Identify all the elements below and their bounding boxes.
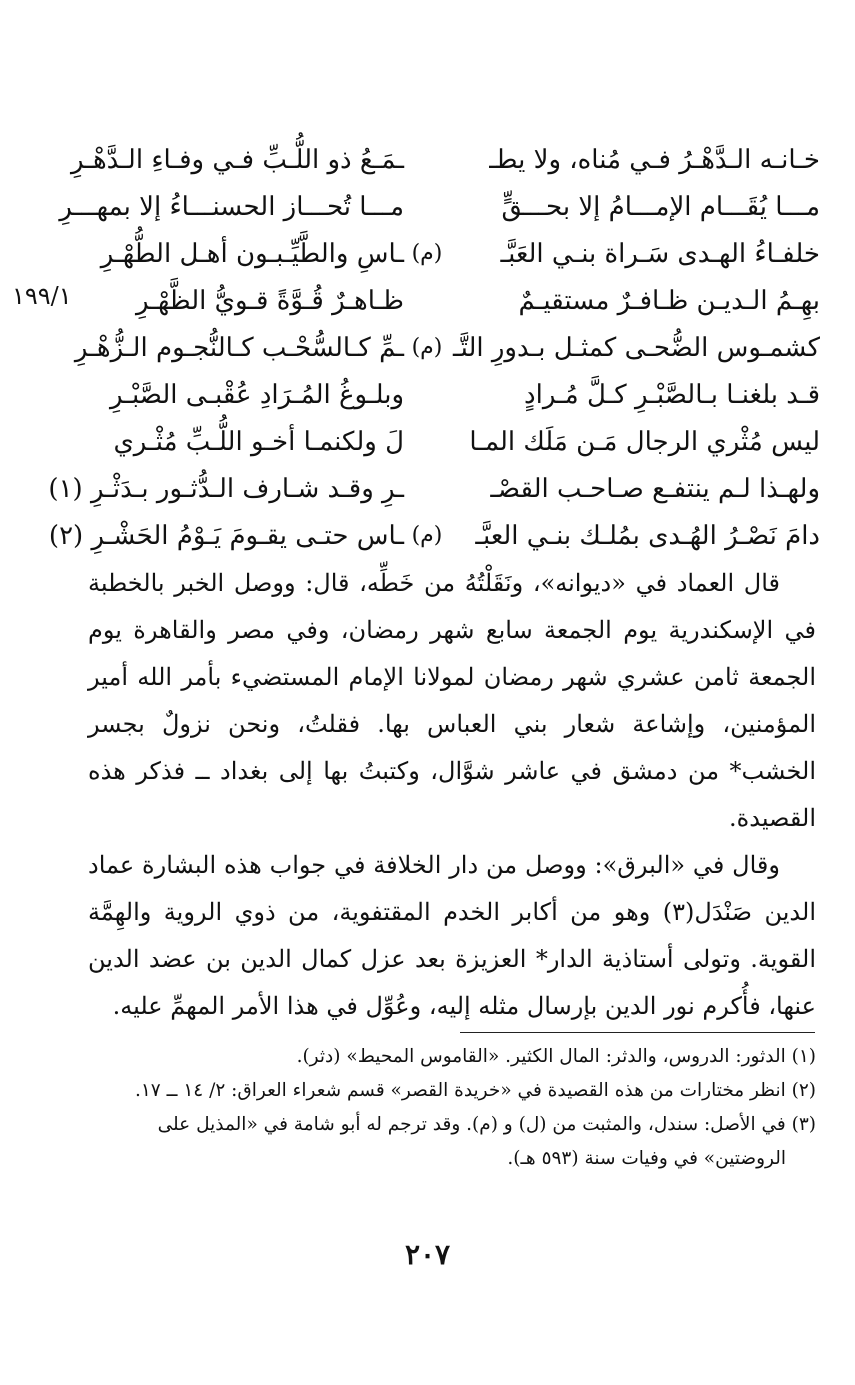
verse-hemistich-second: ـرِ وقـد شـارف الـدُّثـور بـدَثْـرِ (١) [48, 473, 404, 504]
footnote: (١) الدثور: الدروس، والدثر: المال الكثير. «القاموس المحيط» (دثر). [296, 1046, 816, 1067]
verse-hemistich-first: كشمـوس الضُّحـى كمثـل بـدورِ التَّـ [453, 332, 820, 363]
verse [85, 371, 820, 418]
verse-hemistich-first: مـــا يُقَـــام الإمـــامُ إلا بحـــقٍّ [501, 191, 820, 222]
verse-hemistich-first: خلفـاءُ الهـدى سَـراة بنـي العَبَّـ [500, 238, 820, 269]
verse [48, 465, 820, 512]
verse [85, 277, 820, 324]
verse-hemistich-second: ـاس حتـى يقـومَ يَـوْمُ الحَشْـرِ (٢) [48, 520, 404, 551]
verse-hemistich-second: ـمِّ كـالسُّحْـب كـالنُّجـوم الـزُّهْـرِ [74, 332, 404, 363]
verse [74, 324, 820, 371]
paragraph: وقال في «البرق»: ووصل من دار الخلافة في جواب هذه البشارة عماد الدين صَنْدَل(٣) وهو من أكابر الخدم المقتفوية، من ذوي الروية والهِمَّة القوية. وتولى أستاذية الدار* العزيزة بعد عزل كمال الدين بن عضد الدين عنها، فأُكرم نور الدين بإرسال مثله إليه، وعُوِّل في هذا الأمر المهمِّ عليه. [88, 851, 816, 1020]
verse-hemistich-second: لَ ولكنمـا أخـو اللُّـبِّ مُثْـري [113, 426, 404, 457]
verse-hemistich-first: ولهـذا لـم ينتفـع صـاحـب القصْـ [490, 473, 820, 504]
verse-hemistich-second: ـمَـعُ ذو اللُّـبِّ فـي وفـاءِ الـدَّهْـرِ [70, 144, 404, 175]
verse-marker: (م) [411, 335, 443, 360]
prose-body [88, 560, 816, 1030]
verse [85, 418, 820, 465]
poem [48, 136, 820, 559]
verse-hemistich-second: ـاسِ والطَّيِّـبـون أهـل الطُّهْـرِ [100, 238, 404, 269]
verse-hemistich-second: ظـاهـرٌ قُـوَّةً قـويُّ الظَّهْـرِ [135, 285, 404, 316]
margin-reference: ١٩٩/١ [12, 282, 72, 310]
verse [70, 136, 820, 183]
paragraph: قال العماد في «ديوانه»، ونَقَلْتُهُ من خَطِّه، قال: ووصل الخبر بالخطبة في الإسكندرية يوم الجمعة سابع شهر رمضان، وفي مصر والقاهرة يوم الجمعة ثامن عشري شهر رمضان لمولانا الإمام المستضيء بأمر الله أمير المؤمنين، وإشاعة شعار بني العباس بها. فقلتُ، ونحن نزولٌ بجسر الخشب* من دمشق في عاشر شوَّال، وكتبتُ بها إلى بغداد ــ فذكر هذه القصيدة. [88, 569, 816, 832]
verse [85, 230, 820, 277]
verse-hemistich-first: ليس مُثْري الرجال مَـن مَلَك المـا [469, 426, 820, 457]
verse-hemistich-first: قـد بلغنـا بـالصَّبْـرِ كـلَّ مُـرادٍ [524, 379, 820, 410]
verse-marker: (م) [411, 523, 443, 548]
verse [59, 183, 820, 230]
footnote-separator [460, 1032, 815, 1033]
verse-marker: (م) [411, 241, 443, 266]
verse [48, 512, 820, 559]
verse-hemistich-second: وبلـوغُ المُـرَادِ عُقْبـى الصَّبْـرِ [110, 379, 404, 410]
verse-hemistich-first: بهِـمُ الـديـن ظـافـرٌ مستقيـمٌ [518, 285, 820, 316]
verse-hemistich-second: مـــا تُحـــاز الحسنـــاءُ إلا بمهـــرِ [59, 191, 404, 222]
page-number: ٢٠٧ [404, 1238, 451, 1271]
footnote: (٣) في الأصل: سندل، والمثبت من (ل) و (م). وقد ترجم له أبو شامة في «المذيل على الروضتين» في وفيات سنة (٥٩٣ هـ). [157, 1114, 816, 1169]
footnotes [88, 1040, 816, 1176]
verse-hemistich-first: خـانـه الـدَّهْـرُ فـي مُناه، ولا يطـ [489, 144, 820, 175]
verse-hemistich-first: دامَ نَصْـرُ الهُـدى بمُلـك بنـي العبَّـ [475, 520, 820, 551]
footnote: (٢) انظر مختارات من هذه القصيدة في «خريدة القصر» قسم شعراء العراق: ٢/ ١٤ ــ ١٧. [134, 1080, 816, 1101]
